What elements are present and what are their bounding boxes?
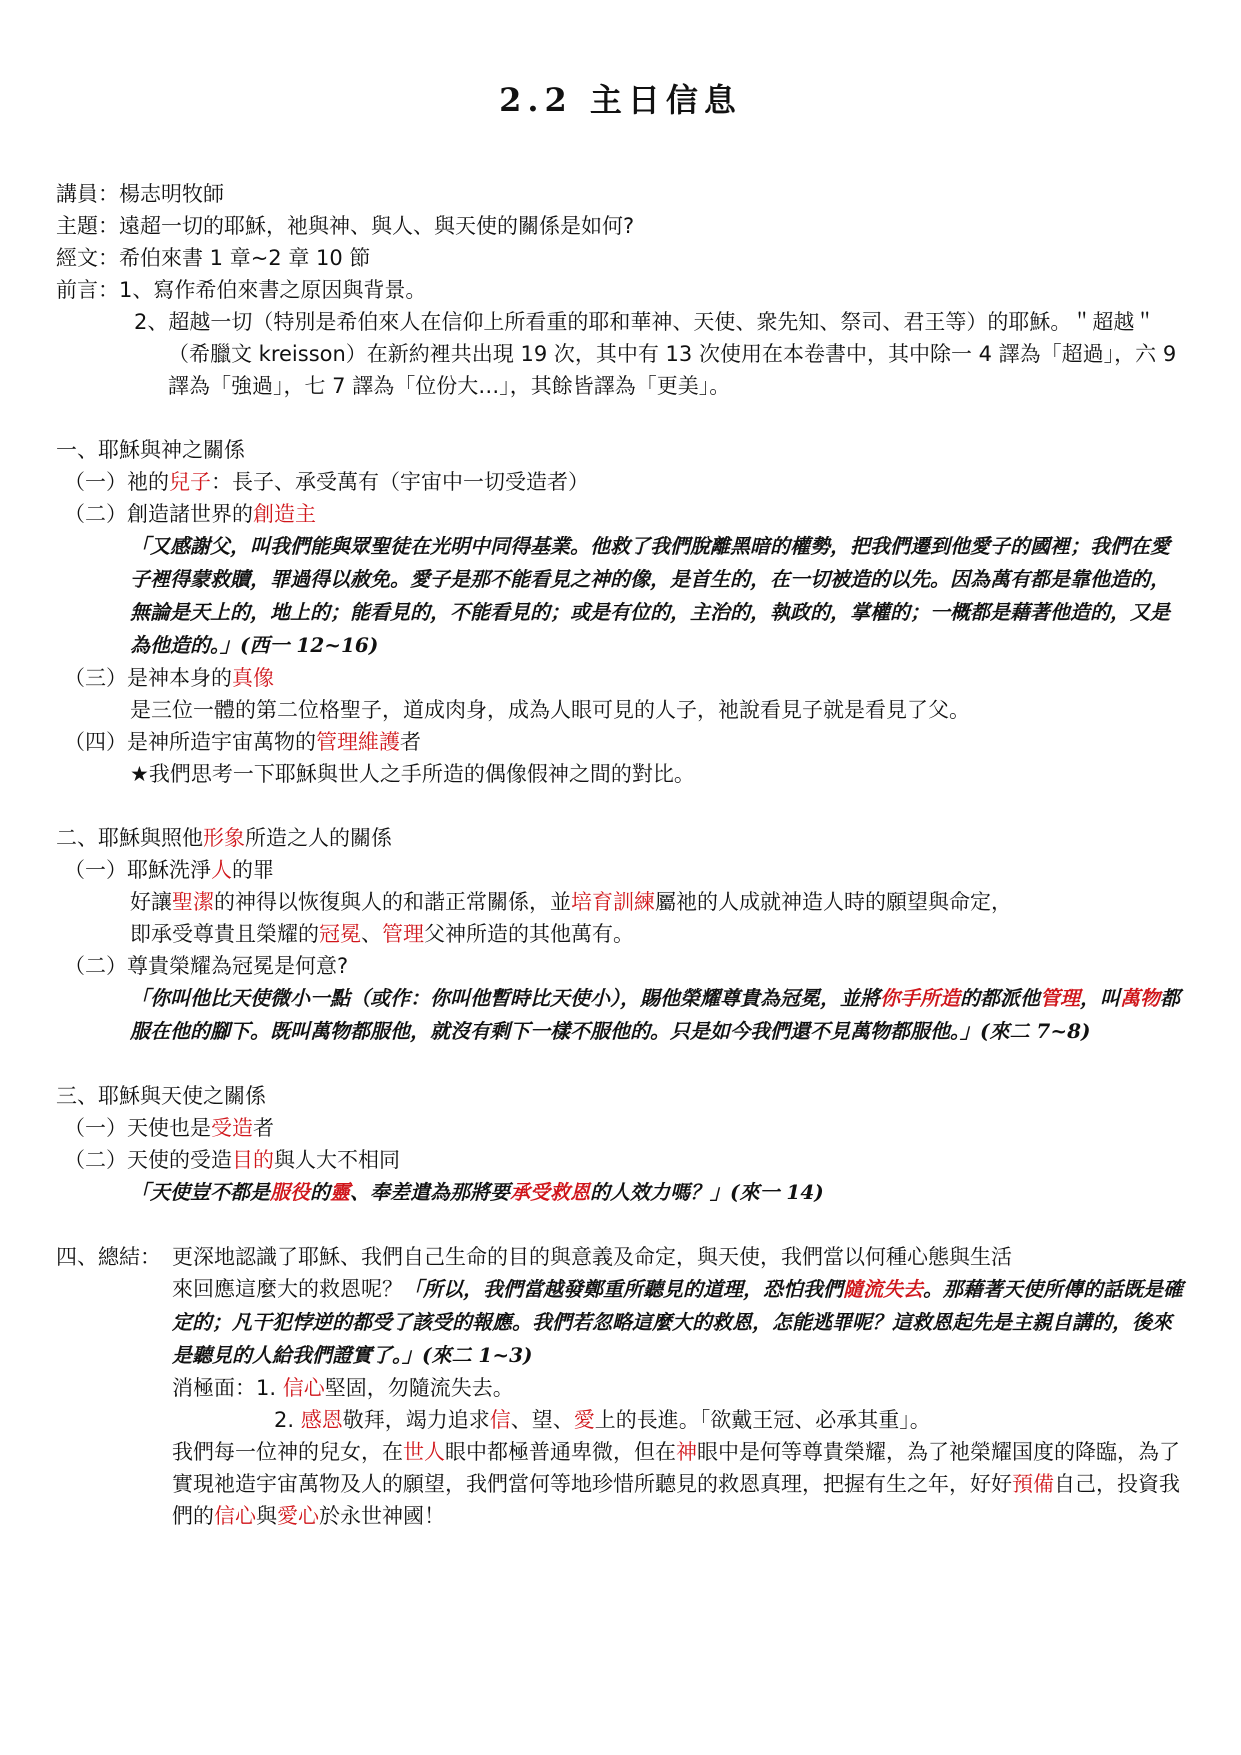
section-4-line-1: 更深地認識了耶穌、我們自己生命的目的與意義及命定，與天使，我們當以何種心態與生活 [172, 1245, 1012, 1269]
section-3-heading: 三、耶穌與天使之關係 [56, 1084, 266, 1108]
hebrews-2-quote: 「你叫他比天使微小一點（或作：你叫他暫時比天使小），賜他榮耀尊貴為冠冕，並將你手所造的都派他管理，叫萬物都服在他的腳下。既叫萬物都服他，就沒有剩下一樣不服他的。只是如今我們還不見萬物都服他。」(來二 7~8) [130, 986, 1180, 1043]
preface-label: 前言： [56, 278, 119, 302]
colossians-quote: 「又感謝父，叫我們能與眾聖徒在光明中同得基業。他救了我們脫離黑暗的權勢，把我們遷到他愛子的國裡；我們在愛子裡得蒙救贖，罪過得以赦免。愛子是那不能看見之神的像，是首生的，在一切被造的以先。因為萬有都是靠他造的，無論是天上的，地上的；能看見的，不能看見的；或是有位的，主治的，執政的，掌權的；一概都是藉著他造的，又是為他造的。」(西一 12~16) [130, 534, 1170, 657]
page-title: 2.2 主日信息 [499, 81, 742, 119]
negative-point-1: 消極面：1. 信心堅固，勿隨流失去。 [172, 1376, 514, 1400]
scripture-line [56, 242, 1186, 274]
hebrews-1-quote: 「天使豈不都是服役的靈、奉差遣為那將要承受救恩的人效力嗎？」(來一 14) [130, 1180, 824, 1204]
closing-paragraph: 我們每一位神的兒女，在世人眼中都極普通卑微，但在神眼中是何等尊貴榮耀，為了祂榮耀国度的降臨，為了實現祂造宇宙萬物及人的願望，我們當何等地珍惜所聽見的救恩真理，把握有生之年，好好預備自己，投資我們的信心與愛心於永世神國！ [172, 1440, 1180, 1528]
section-1-item-3-text: 是三位一體的第二位格聖子，道成肉身，成為人眼可見的人子，祂說看見子就是看見了父。 [130, 698, 970, 722]
sermon-body [56, 178, 1186, 1532]
topic-label: 主題： [56, 214, 119, 238]
topic-text: 遠超一切的耶穌，祂與神、與人、與天使的關係是如何? [119, 214, 635, 238]
section-2-heading: 二、耶穌與照他形象所造之人的關係 [56, 826, 392, 850]
speaker-line [56, 178, 1186, 210]
section-1-item-4: （四）是神所造宇宙萬物的管理維護者 [64, 730, 421, 754]
section-1-item-3: （三）是神本身的真像 [64, 666, 274, 690]
scripture-text: 希伯來書 1 章~2 章 10 節 [119, 246, 371, 270]
topic-line [56, 210, 1186, 242]
section-3-item-2: （二）天使的受造目的與人大不相同 [64, 1148, 400, 1172]
section-3-item-1: （一）天使也是受造者 [64, 1116, 274, 1140]
section-2-item-2: （二）尊貴榮耀為冠冕是何意? [64, 954, 349, 978]
preface-item-2: 2、超越一切（特別是希伯來人在信仰上所看重的耶和華神、天使、衆先知、祭司、君王等）的耶穌。＂超越＂（希臘文 kreisson）在新約裡共出現 19 次，其中有 13 次使用在本卷書中，其中除一 4 譯為「超過」，六 9 譯為「強過」，七 7 譯為「位份大…」，其餘皆譯為「更美」。 [134, 310, 1177, 398]
speaker-label: 講員： [56, 182, 119, 206]
section-1-item-2: （二）創造諸世界的創造主 [64, 502, 316, 526]
section-4-first-line [56, 1241, 1186, 1273]
section-4-label: 四、總結： [56, 1245, 161, 1269]
speaker-name: 楊志明牧師 [119, 182, 224, 206]
negative-point-2: 2. 感恩敬拜，竭力追求信、望、愛上的長進。「欲戴王冠、必承其重」。 [274, 1408, 931, 1432]
section-1-item-1: （一）祂的兒子：長子、承受萬有（宇宙中一切受造者） [64, 470, 589, 494]
section-2-item-1-text-2: 即承受尊貴且榮耀的冠冕、管理父神所造的其他萬有。 [130, 922, 634, 946]
scripture-label: 經文： [56, 246, 119, 270]
section-4-paragraph: 來回應這麼大的救恩呢？「所以，我們當越發鄭重所聽見的道理，恐怕我們隨流失去。那藉著天使所傳的話既是確定的；凡干犯悖逆的都受了該受的報應。我們若忽略這麼大的救恩，怎能逃罪呢？這救恩起先是主親自講的，後來是聽見的人給我們證實了。」(來二 1~3) [172, 1277, 1183, 1367]
section-1-heading: 一、耶穌與神之關係 [56, 438, 245, 462]
section-2-item-1-text: 好讓聖潔的神得以恢復與人的和諧正常關係，並培育訓練屬祂的人成就神造人時的願望與命定， [130, 890, 1012, 914]
preface-item-1: 1、寫作希伯來書之原因與背景。 [119, 278, 427, 302]
section-1-item-4-text: ★我們思考一下耶穌與世人之手所造的偶像假神之間的對比。 [130, 762, 695, 786]
preface-line [56, 274, 1186, 306]
section-2-item-1: （一）耶穌洗淨人的罪 [64, 858, 274, 882]
